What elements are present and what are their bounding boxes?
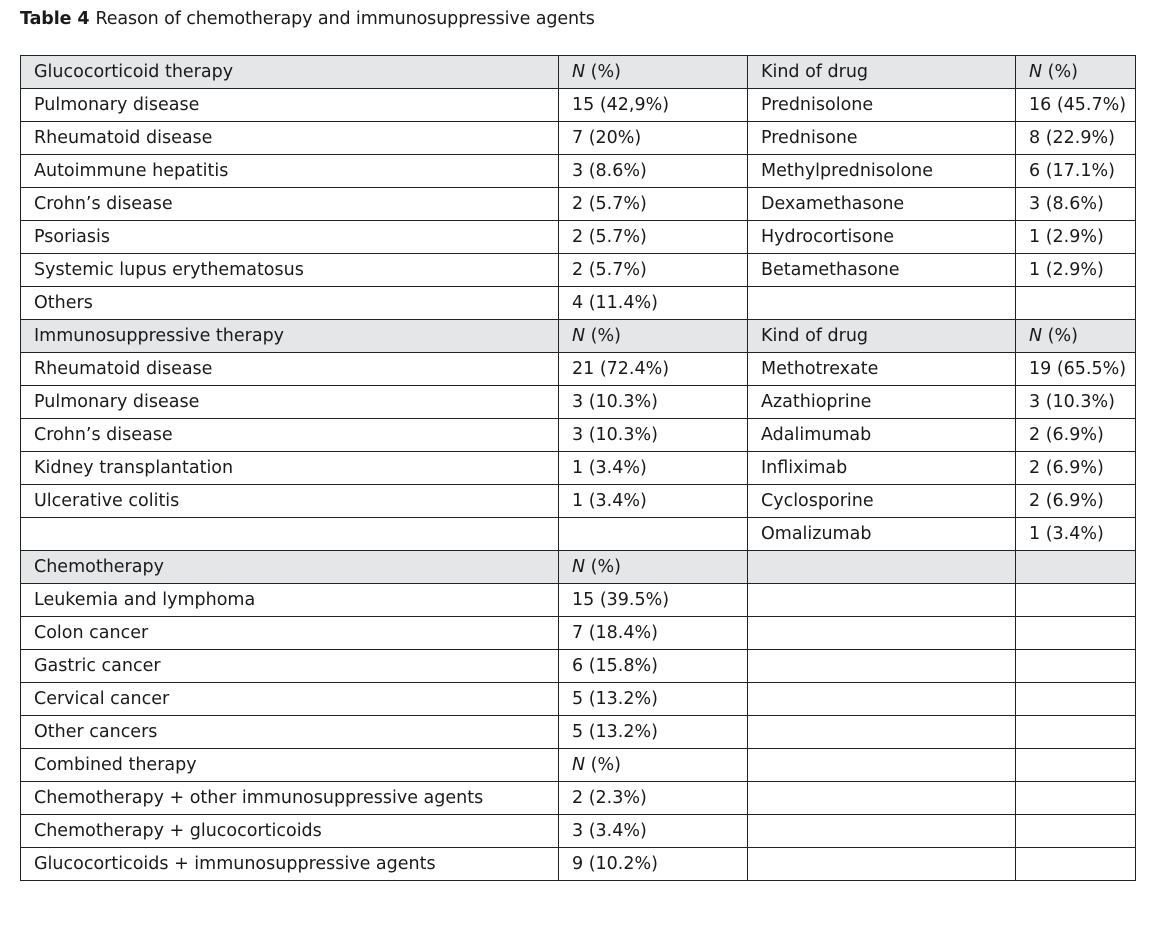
table-cell: 8 (22.9%)	[1016, 122, 1136, 155]
table-cell: 6 (15.8%)	[559, 650, 748, 683]
table-cell: 2 (5.7%)	[559, 221, 748, 254]
table-cell: Prednisolone	[748, 89, 1016, 122]
header-cell	[1016, 551, 1136, 584]
table-cell: Pulmonary disease	[21, 386, 559, 419]
table-cell: Hydrocortisone	[748, 221, 1016, 254]
table-row	[21, 188, 1136, 221]
header-cell: Immunosuppressive therapy	[21, 320, 559, 353]
table-cell: Rheumatoid disease	[21, 353, 559, 386]
table-row	[21, 353, 1136, 386]
table-cell: Leukemia and lymphoma	[21, 584, 559, 617]
table-cell: 9 (10.2%)	[559, 848, 748, 881]
table-cell: Betamethasone	[748, 254, 1016, 287]
table-cell: Gastric cancer	[21, 650, 559, 683]
table-caption	[20, 9, 595, 29]
table-cell: 2 (5.7%)	[559, 254, 748, 287]
table-cell: Cervical cancer	[21, 683, 559, 716]
table-row	[21, 254, 1136, 287]
table-row	[21, 716, 1136, 749]
header-cell: Kind of drug	[748, 56, 1016, 89]
table-cell: Prednisone	[748, 122, 1016, 155]
header-cell	[748, 551, 1016, 584]
header-cell: N (%)	[1016, 56, 1136, 89]
table-cell: Others	[21, 287, 559, 320]
table-cell: 1 (2.9%)	[1016, 221, 1136, 254]
header-cell: N (%)	[1016, 320, 1136, 353]
table-cell: Glucocorticoids + immunosuppressive agents	[21, 848, 559, 881]
table-row	[21, 89, 1136, 122]
table-cell	[748, 716, 1016, 749]
table-title: Reason of chemotherapy and immunosuppressive agents	[95, 9, 595, 29]
table-cell: Other cancers	[21, 716, 559, 749]
table-cell: Ulcerative colitis	[21, 485, 559, 518]
table-cell: Cyclosporine	[748, 485, 1016, 518]
table-cell: 2 (5.7%)	[559, 188, 748, 221]
table-cell	[1016, 815, 1136, 848]
table-cell: 3 (10.3%)	[559, 386, 748, 419]
table-cell	[1016, 782, 1136, 815]
header-cell: N (%)	[559, 320, 748, 353]
table-row	[21, 155, 1136, 188]
table-number: Table 4	[20, 9, 90, 29]
table-row	[21, 617, 1136, 650]
table-cell: Methylprednisolone	[748, 155, 1016, 188]
header-cell: Kind of drug	[748, 320, 1016, 353]
table-cell: 2 (6.9%)	[1016, 452, 1136, 485]
section-header-glucocorticoid	[21, 56, 1136, 89]
table-cell: 21 (72.4%)	[559, 353, 748, 386]
table-row	[21, 122, 1136, 155]
table-cell: 3 (10.3%)	[1016, 386, 1136, 419]
table-row	[21, 683, 1136, 716]
table-cell: 16 (45.7%)	[1016, 89, 1136, 122]
table-cell: 15 (39.5%)	[559, 584, 748, 617]
table-cell: Chemotherapy + other immunosuppressive agents	[21, 782, 559, 815]
table-cell	[1016, 584, 1136, 617]
table-cell: 2 (6.9%)	[1016, 419, 1136, 452]
table-cell: 1 (3.4%)	[559, 452, 748, 485]
table-row	[21, 452, 1136, 485]
table-cell	[21, 518, 559, 551]
table-cell: 2 (6.9%)	[1016, 485, 1136, 518]
table-row	[21, 419, 1136, 452]
table-cell	[1016, 716, 1136, 749]
table-cell: Omalizumab	[748, 518, 1016, 551]
section-header-combined	[21, 749, 1136, 782]
table-row	[21, 518, 1136, 551]
table-row	[21, 485, 1136, 518]
table-cell: 4 (11.4%)	[559, 287, 748, 320]
table-cell	[748, 782, 1016, 815]
table-cell: 3 (8.6%)	[1016, 188, 1136, 221]
table-row	[21, 221, 1136, 254]
table-cell	[748, 815, 1016, 848]
header-cell: Chemotherapy	[21, 551, 559, 584]
table-row	[21, 650, 1136, 683]
table-row	[21, 848, 1136, 881]
table-cell: Pulmonary disease	[21, 89, 559, 122]
header-cell: Glucocorticoid therapy	[21, 56, 559, 89]
table-cell	[1016, 617, 1136, 650]
table-row	[21, 287, 1136, 320]
table-cell: 2 (2.3%)	[559, 782, 748, 815]
table-cell	[1016, 848, 1136, 881]
table-cell: Kidney transplantation	[21, 452, 559, 485]
table-cell	[748, 650, 1016, 683]
table-cell: 19 (65.5%)	[1016, 353, 1136, 386]
table-cell	[1016, 749, 1136, 782]
table-cell	[1016, 287, 1136, 320]
table-cell: Colon cancer	[21, 617, 559, 650]
table-row	[21, 815, 1136, 848]
table-cell	[748, 749, 1016, 782]
table-cell: Methotrexate	[748, 353, 1016, 386]
header-cell: Combined therapy	[21, 749, 559, 782]
table-cell: Azathioprine	[748, 386, 1016, 419]
table-cell	[748, 584, 1016, 617]
table-cell: Crohn’s disease	[21, 188, 559, 221]
table-cell: Crohn’s disease	[21, 419, 559, 452]
header-cell: N (%)	[559, 749, 748, 782]
section-header-immunosuppressive	[21, 320, 1136, 353]
table-cell	[559, 518, 748, 551]
table-cell	[748, 683, 1016, 716]
table-cell: 3 (3.4%)	[559, 815, 748, 848]
table-row	[21, 386, 1136, 419]
table-cell: 1 (2.9%)	[1016, 254, 1136, 287]
table-cell: Adalimumab	[748, 419, 1016, 452]
header-cell: N (%)	[559, 56, 748, 89]
table-row	[21, 782, 1136, 815]
table-cell: Infliximab	[748, 452, 1016, 485]
table-cell: 7 (18.4%)	[559, 617, 748, 650]
table-cell: 3 (8.6%)	[559, 155, 748, 188]
table-cell: 1 (3.4%)	[1016, 518, 1136, 551]
table-cell: 15 (42,9%)	[559, 89, 748, 122]
table-cell: 7 (20%)	[559, 122, 748, 155]
table-cell: Psoriasis	[21, 221, 559, 254]
table-cell	[748, 287, 1016, 320]
table-cell	[1016, 683, 1136, 716]
reason-table	[20, 55, 1136, 881]
header-cell: N (%)	[559, 551, 748, 584]
table-cell: 3 (10.3%)	[559, 419, 748, 452]
table-cell: 1 (3.4%)	[559, 485, 748, 518]
table-cell: 6 (17.1%)	[1016, 155, 1136, 188]
table-cell	[1016, 650, 1136, 683]
table-cell: Dexamethasone	[748, 188, 1016, 221]
table-row	[21, 584, 1136, 617]
table-cell: Systemic lupus erythematosus	[21, 254, 559, 287]
table-cell	[748, 848, 1016, 881]
table-cell: Rheumatoid disease	[21, 122, 559, 155]
table-cell: Autoimmune hepatitis	[21, 155, 559, 188]
table-cell: 5 (13.2%)	[559, 716, 748, 749]
table-cell: 5 (13.2%)	[559, 683, 748, 716]
table-cell	[748, 617, 1016, 650]
table-cell: Chemotherapy + glucocorticoids	[21, 815, 559, 848]
section-header-chemotherapy	[21, 551, 1136, 584]
